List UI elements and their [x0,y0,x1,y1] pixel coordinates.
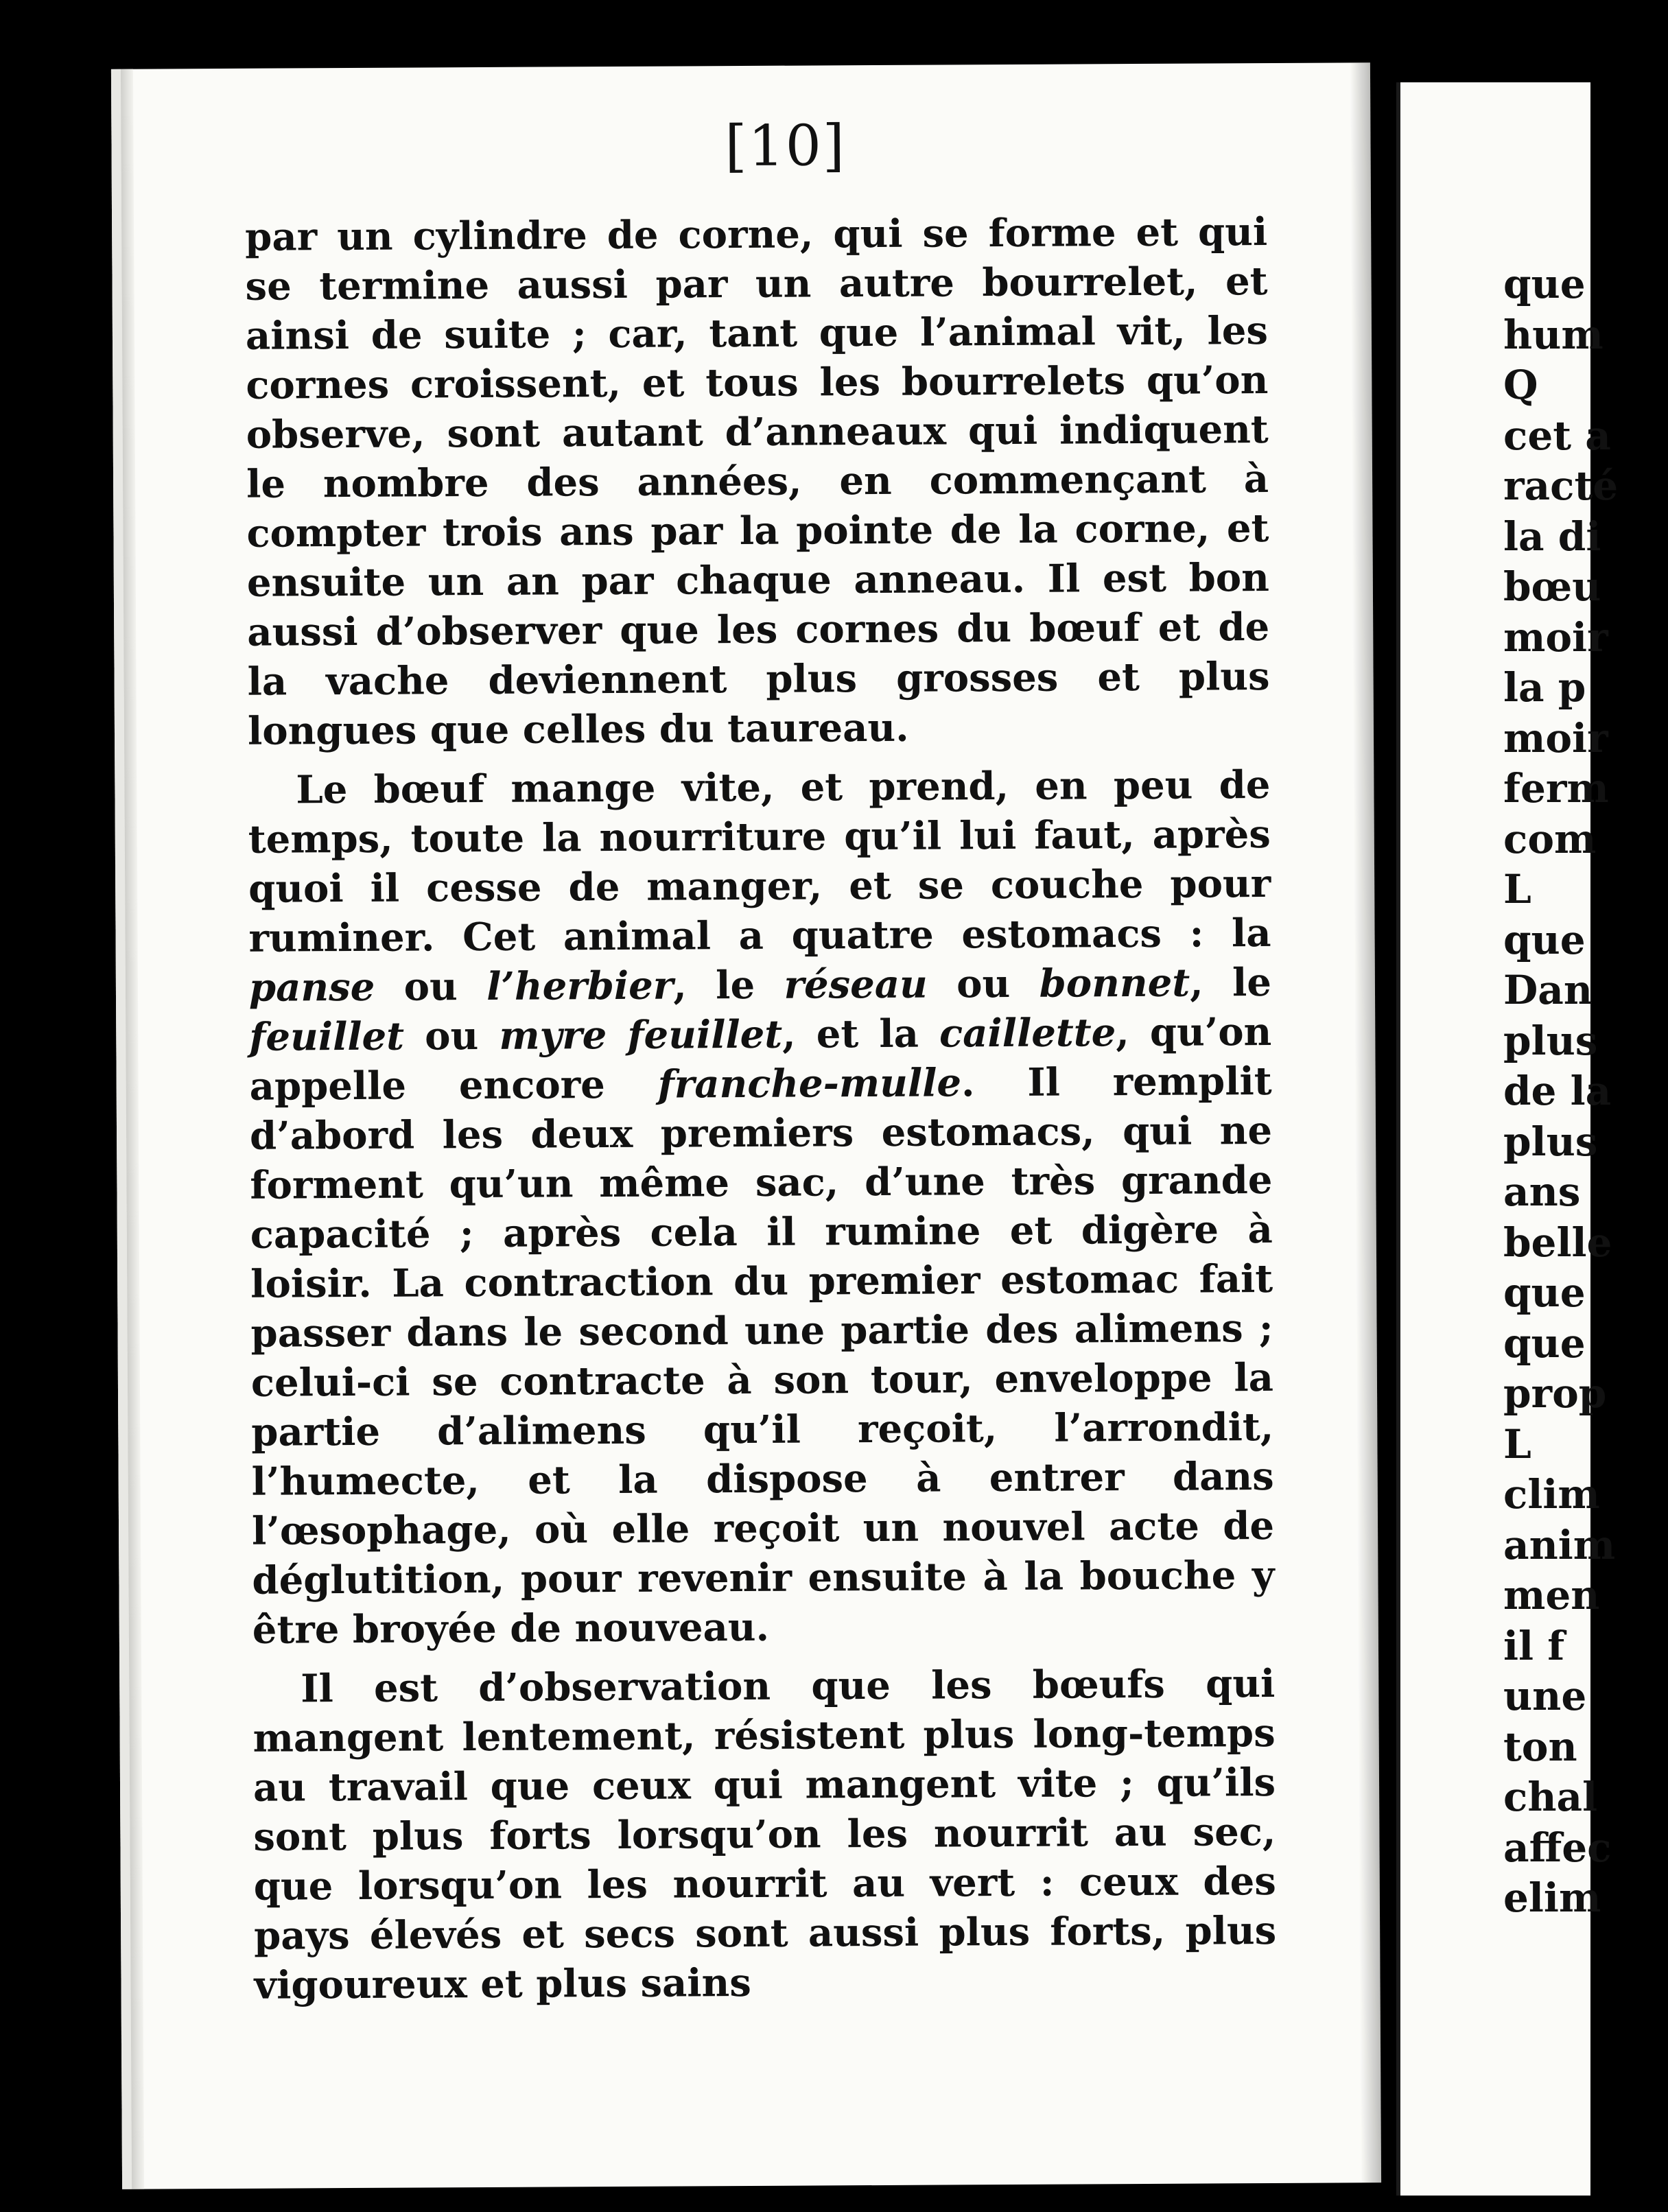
facing-line: affec [1503,1824,1612,1871]
facing-line: bœu [1503,563,1601,610]
term-reseau: réseau [784,961,928,1008]
term-bonnet: bonnet [1039,960,1190,1007]
facing-line: hum [1503,311,1604,358]
facing-line: moir [1503,613,1608,661]
facing-line: prop [1503,1370,1607,1417]
facing-line: ferm [1503,765,1609,812]
paragraph-2-text: ou [375,963,487,1010]
left-page [111,62,1381,2189]
paragraph-2-text: . Il remplit d’abord les deux premiers estomacs, qui ne forment qu’un même sac, d’une très grande capacité ; après cela il rumine et digère à loisir. La contraction du premier estomac fait passer dans le second une partie des alimens ; celui-ci se contracte à son tour, enveloppe la partie d’alimens qu’il reçoit, l’arrondit, l’humecte, et la dispose à entrer dans l’œsophage, où elle reçoit un nouvel acte de déglutition, pour revenir ensuite à la bouche y être broyée de nouveau. [249,1058,1275,1653]
facing-line: la p [1503,664,1586,711]
facing-line: L [1503,1420,1531,1468]
facing-line: la di [1503,513,1601,560]
gutter-shadow [1350,62,1381,2182]
facing-line: men [1503,1572,1600,1619]
facing-line: belle [1503,1219,1612,1266]
facing-line: que [1503,261,1586,307]
facing-line: anim [1503,1521,1616,1568]
paragraph-2-text: , le [673,962,784,1009]
facing-line: chal [1503,1774,1598,1820]
facing-line: plus [1503,1118,1598,1165]
term-caillette: caillette [939,1010,1116,1057]
facing-page [1396,82,1619,2196]
paragraph-2-text: , le [1189,959,1272,1006]
paragraph-2-text: ou [927,961,1039,1007]
facing-line: racté [1503,462,1619,509]
paragraph-3: Il est d’observation que les bœufs qui mangent lentement, résistent plus long-temps au travail que ceux qui mangent vite ; qu’ils sont plus forts lorsqu’on les nourrit au sec, que lorsqu’on les nourrit au vert : ceux des pays élevés et secs sont aussi plus forts, plus vigoureux et plus sains [252,1660,1277,2008]
term-franche-mulle: franche-mulle [657,1060,962,1107]
body-text [245,207,1277,2020]
term-myre-feuillet: myre feuillet [499,1011,783,1059]
facing-line: plus [1503,1017,1598,1064]
facing-line: clim [1503,1471,1600,1518]
paragraph-2-text: , qu’on appelle encore [249,1009,1272,1109]
paragraph-2 [248,760,1275,1655]
facing-line: ans [1503,1168,1581,1215]
facing-line: elim [1503,1874,1601,1921]
facing-line: que [1503,1269,1586,1316]
term-panse: panse [248,964,375,1011]
facing-line: ton [1503,1723,1577,1770]
facing-line: Dan [1503,967,1593,1013]
facing-line: il f [1503,1622,1565,1669]
facing-line: L [1503,866,1531,913]
facing-line: que [1503,916,1586,963]
page-edge [121,69,144,2189]
paragraph-2-text: Le bœuf mange vite, et prend, en peu de temps, toute la nourriture qu’il lui faut, après quoi il cesse de manger, et se couche pour ruminer. Cet animal a quatre estomacs : la [248,762,1271,961]
facing-line: cet a [1503,412,1611,459]
page-number: [10] [725,113,847,180]
facing-page-text [1503,259,1668,1924]
term-herbier: l’herbier [486,963,674,1009]
facing-line: Q [1503,362,1538,408]
paragraph-1: par un cylindre de corne, qui se forme et qui se termine aussi par un autre bourrelet, et ainsi de suite ; car, tant que l’animal vit, les cornes croissent, et tous les bourrelets qu’on observe, sont autant d’anneaux qui indiquent le nombre des années, en commençant à compter trois ans par la pointe de la corne, et ensuite un an par chaque anneau. Il est bon aussi d’observer que les cornes du bœuf et de la vache deviennent plus grosses et plus longues que celles du taureau. [245,209,1270,754]
facing-line: com [1503,815,1597,862]
facing-line: que [1503,1319,1586,1367]
term-feuillet: feuillet [249,1013,405,1060]
facing-line: une [1503,1673,1587,1719]
paragraph-2-text: , et la [782,1011,940,1057]
facing-line: de la [1503,1068,1612,1114]
facing-line: moir [1503,714,1608,762]
paragraph-2-text: ou [403,1013,500,1059]
